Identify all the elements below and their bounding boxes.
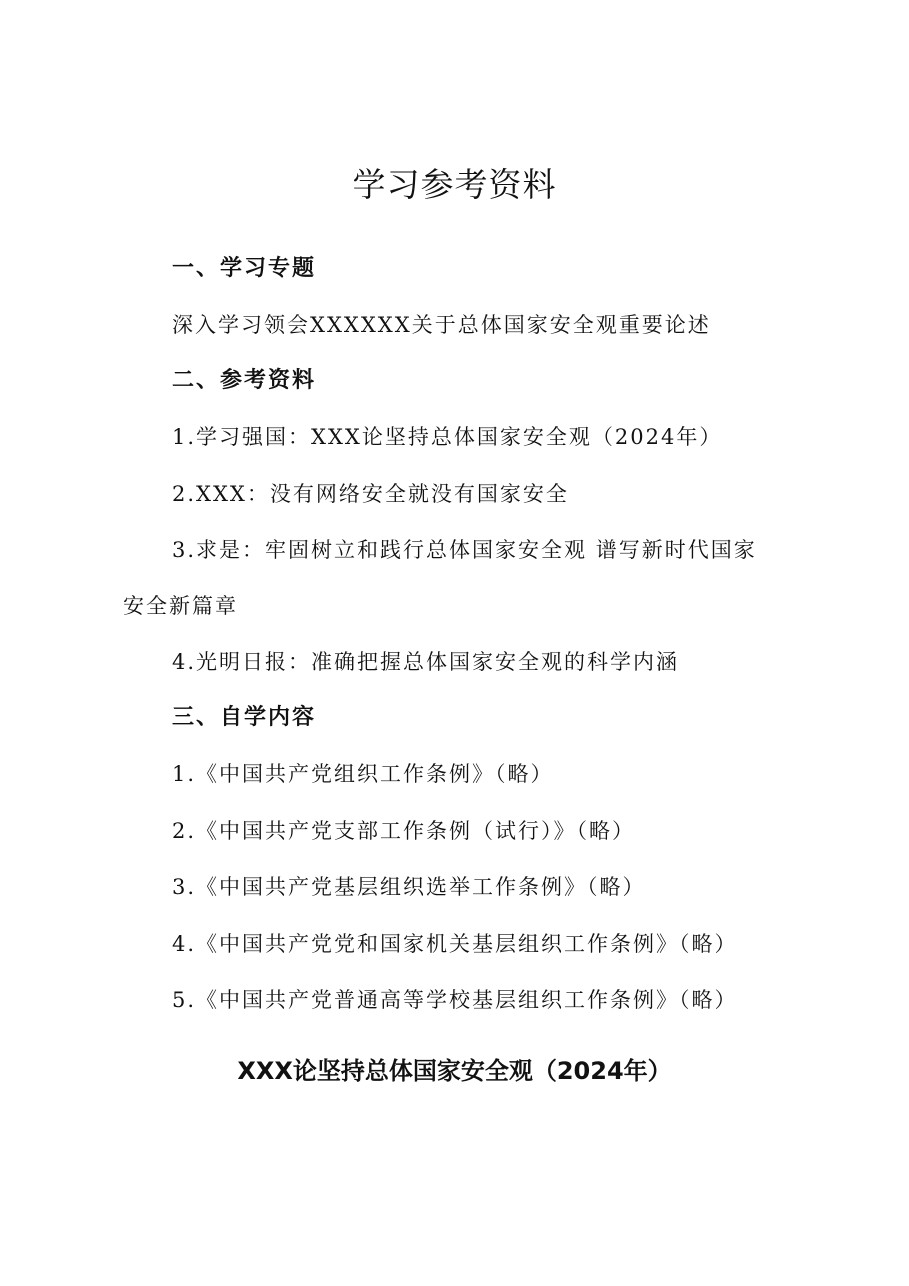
self-study-item-1: 1.《中国共产党组织工作条例》（略） <box>172 762 554 786</box>
self-study-item-4: 4.《中国共产党党和国家机关基层组织工作条例》（略） <box>172 932 738 956</box>
section-heading-self-study: 三、自学内容 <box>172 705 317 730</box>
article-title: XXX论坚持总体国家安全观（2024年） <box>237 1057 672 1085</box>
reference-item-4: 4.光明日报：准确把握总体国家安全观的科学内涵 <box>172 650 680 674</box>
section-heading-study-topic: 一、学习专题 <box>172 256 317 281</box>
section-heading-references: 二、参考资料 <box>172 368 317 393</box>
self-study-item-2: 2.《中国共产党支部工作条例（试行）》（略） <box>172 819 636 843</box>
page-title: 学习参考资料 <box>352 165 557 204</box>
reference-item-3: 3.求是：牢固树立和践行总体国家安全观 谱写新时代国家 <box>172 538 757 562</box>
reference-item-2: 2.XXX：没有网络安全就没有国家安全 <box>172 482 569 506</box>
self-study-item-5: 5.《中国共产党普通高等学校基层组织工作条例》（略） <box>172 988 738 1012</box>
reference-item-3-continued: 安全新篇章 <box>123 594 238 618</box>
study-topic-text: 深入学习领会XXXXXX关于总体国家安全观重要论述 <box>172 313 711 337</box>
self-study-item-3: 3.《中国共产党基层组织选举工作条例》（略） <box>172 875 646 899</box>
reference-item-1: 1.学习强国：XXX论坚持总体国家安全观（2024年） <box>172 425 723 449</box>
